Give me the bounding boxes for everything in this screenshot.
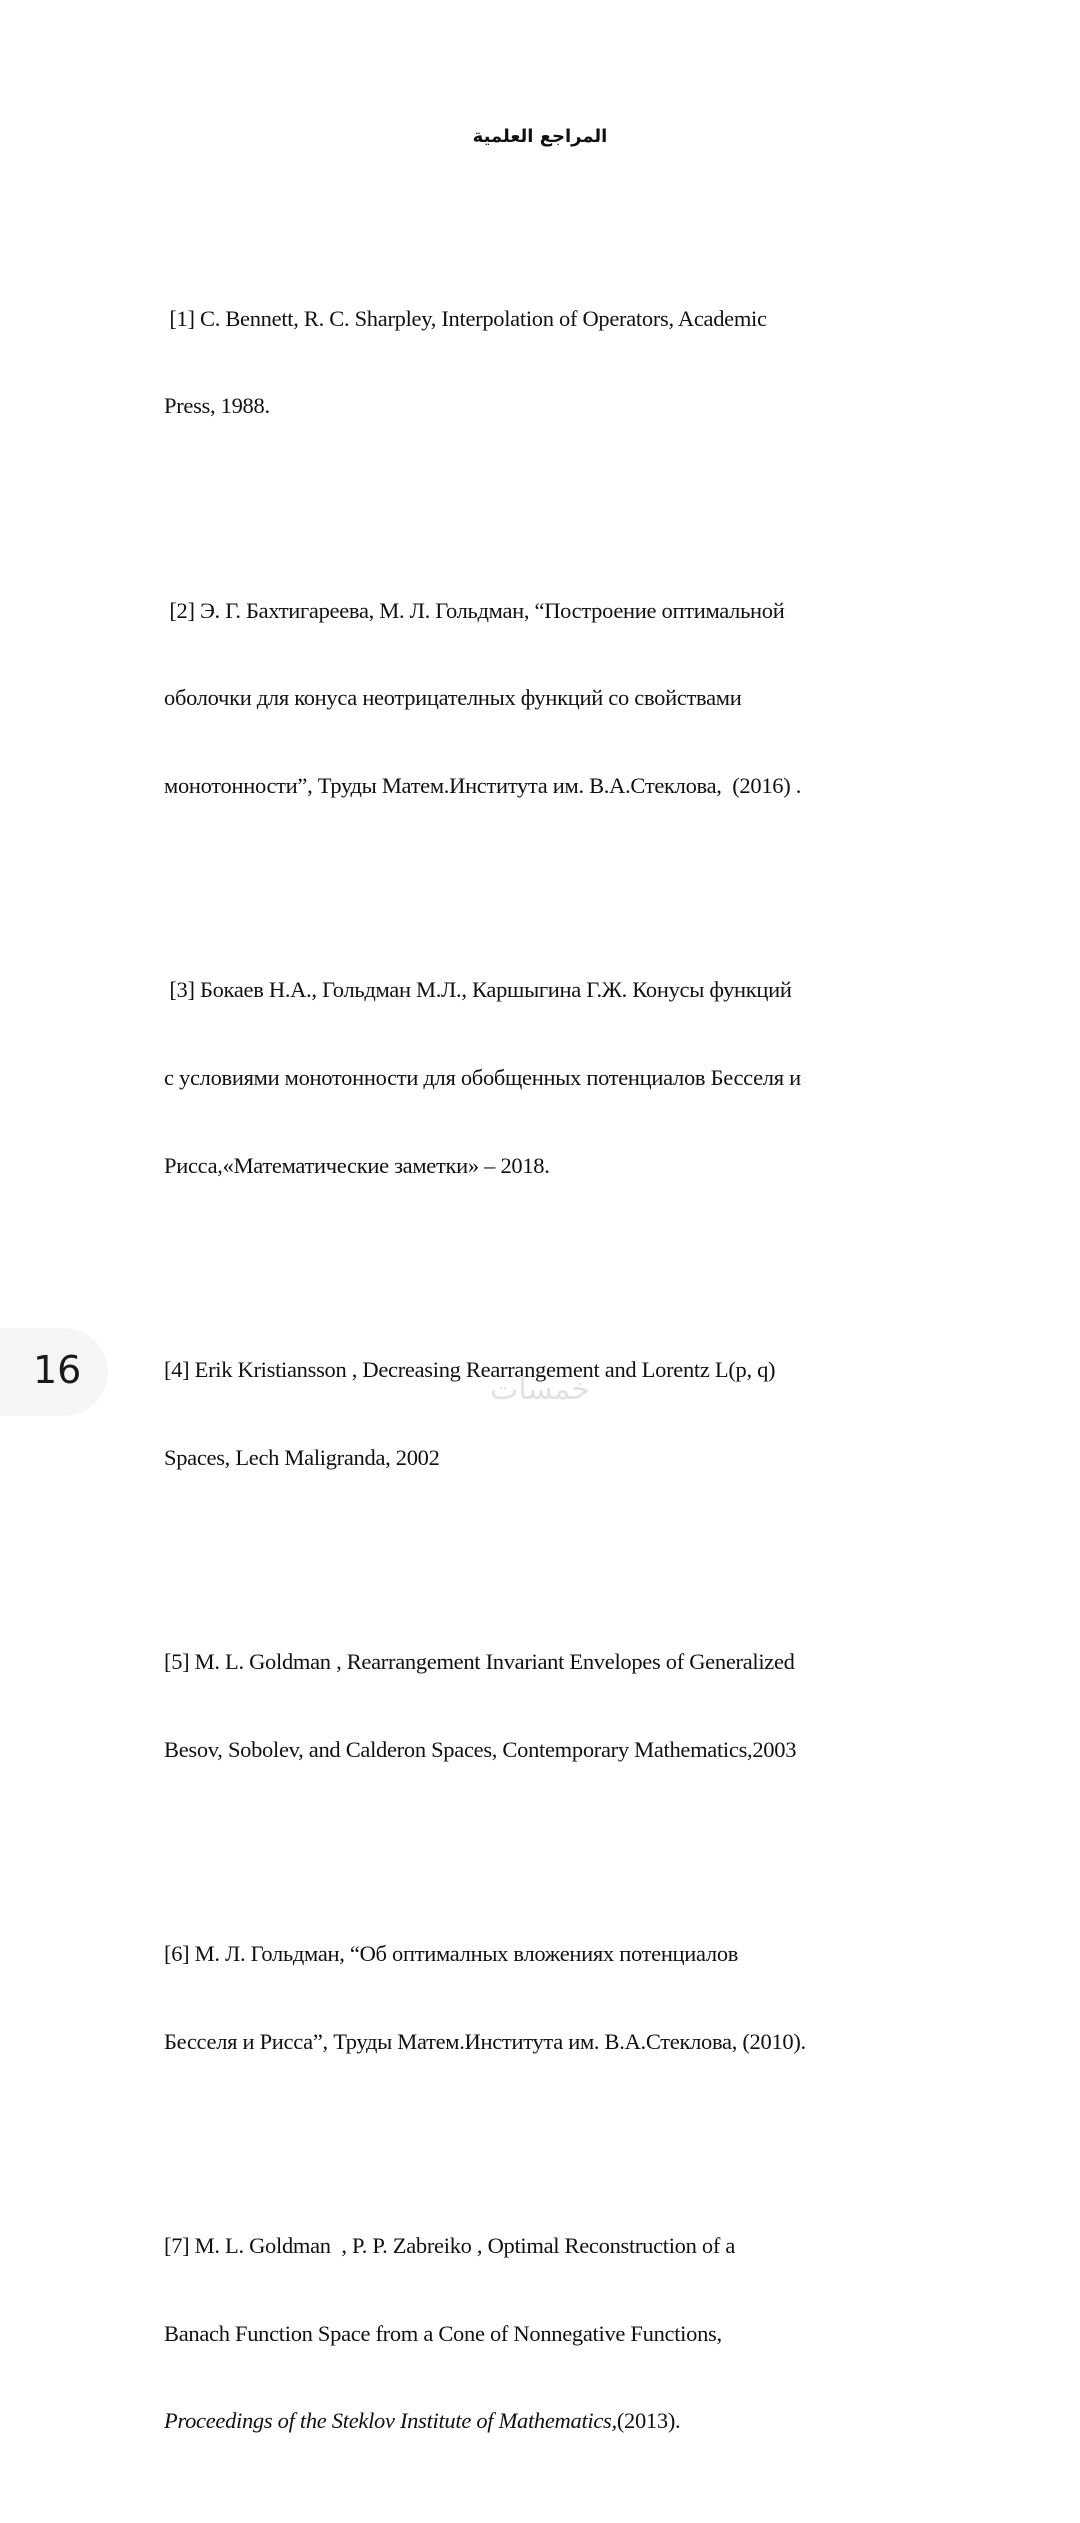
reference-6 xyxy=(164,1881,944,2115)
reference-list xyxy=(164,187,944,2523)
reference-2 xyxy=(164,537,944,858)
reference-line: Рисса,«Математические заметки» – 2018. xyxy=(164,1152,550,1178)
reference-4 xyxy=(164,1297,944,1531)
reference-5 xyxy=(164,1589,944,1823)
reference-line: Banach Function Space from a Cone of Nonnegative Functions, xyxy=(164,2320,722,2346)
reference-line: Бесселя и Рисса”, Труды Матем.Института им. В.А.Стеклова, (2010). xyxy=(164,2028,806,2054)
page-number: 16 xyxy=(33,1348,82,1392)
reference-line: Spaces, Lech Maligranda, 2002 xyxy=(164,1444,440,1470)
reference-line: [1] C. Bennett, R. C. Sharpley, Interpolation of Operators, Academic xyxy=(164,305,767,331)
reference-line: [5] M. L. Goldman , Rearrangement Invariant Envelopes of Generalized xyxy=(164,1649,795,1674)
journal-title: Proceedings of the Steklov Institute of Mathematics, xyxy=(164,2408,617,2434)
reference-year: (2013). xyxy=(616,2408,681,2434)
reference-line: [4] Erik Kristiansson , Decreasing Rearrangement and Lorentz L(p, q) xyxy=(164,1357,776,1382)
reference-line: Press, 1988. xyxy=(164,393,270,419)
reference-line: оболочки для конуса неотрицателных функций со свойствами xyxy=(164,685,742,711)
reference-line xyxy=(164,2406,944,2435)
reference-line: [3] Бокаев Н.А., Гольдман М.Л., Каршыгина Г.Ж. Конусы функций xyxy=(164,977,792,1003)
page-heading: المراجع العلمية xyxy=(472,126,608,147)
reference-line: [2] Э. Г. Бахтигареева, М. Л. Гольдман, “Построение оптимальной xyxy=(164,597,785,623)
reference-7 xyxy=(164,2173,944,2494)
reference-line: Besov, Sobolev, and Calderon Spaces, Contemporary Mathematics,2003 xyxy=(164,1736,797,1762)
reference-1 xyxy=(164,245,944,479)
watermark-logo: خمسات xyxy=(489,1372,591,1407)
reference-line: монотонности”, Труды Матем.Института им. В.А.Стеклова, (2016) . xyxy=(164,773,802,798)
reference-line: [7] M. L. Goldman , P. P. Zabreiko , Optimal Reconstruction of a xyxy=(164,2233,736,2258)
reference-line: с условиями монотонности для обобщенных потенциалов Бесселя и xyxy=(164,1065,801,1090)
reference-line: [6] М. Л. Гольдман, “Об оптималных вложениях потенциалов xyxy=(164,1941,739,1966)
reference-3 xyxy=(164,917,944,1238)
